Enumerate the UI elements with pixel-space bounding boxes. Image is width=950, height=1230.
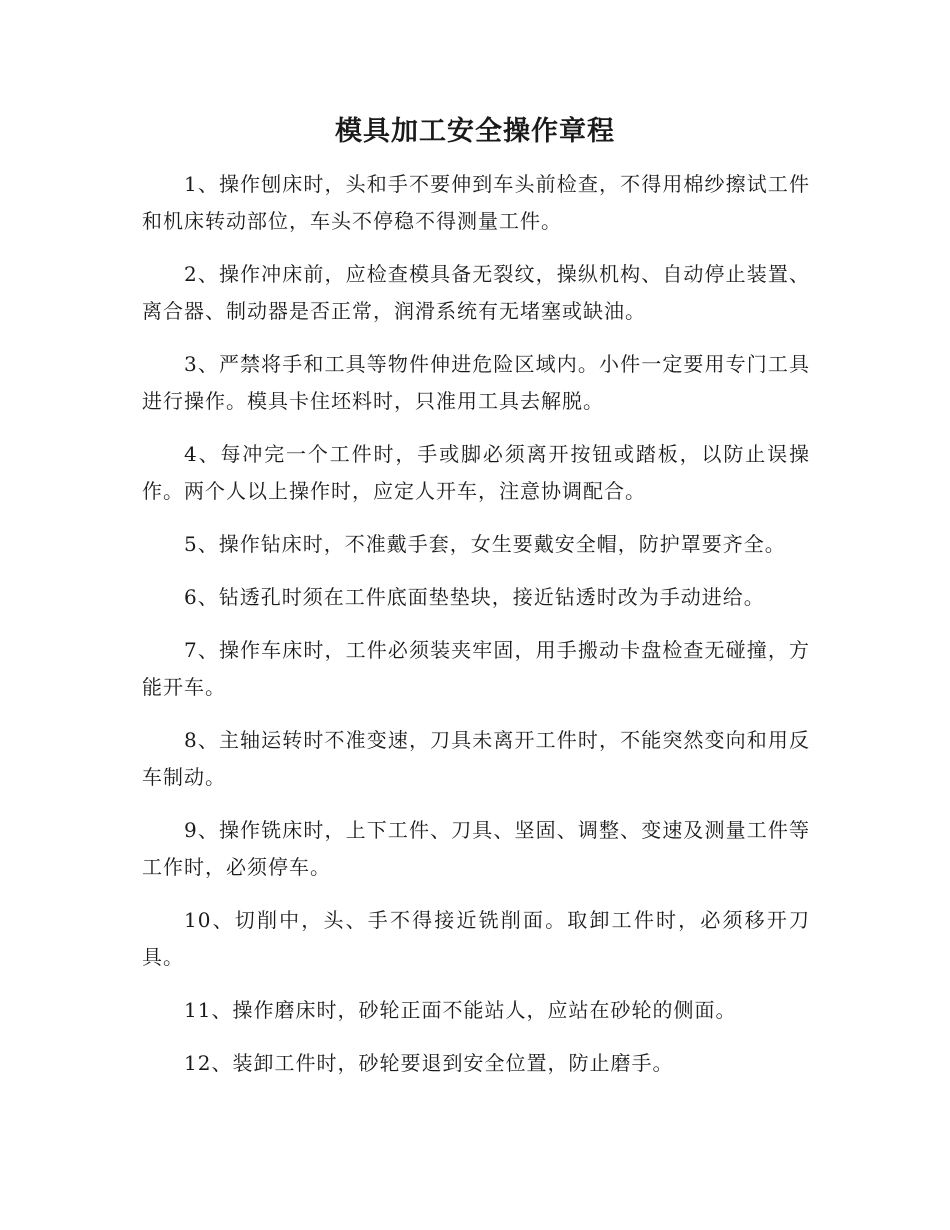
document-title: 模具加工安全操作章程 xyxy=(335,116,615,147)
rule-item: 6、钻透孔时须在工件底面垫垫块，接近钻透时改为手动进给。 xyxy=(184,585,765,609)
rule-item: 11、操作磨床时，砂轮正面不能站人，应站在砂轮的侧面。 xyxy=(184,998,737,1022)
rule-item: 3、严禁将手和工具等物件伸进危险区域内。小件一定要用专门工具进行操作。模具卡住坯料时，只准用工具去解脱。 xyxy=(142,352,810,413)
rule-item: 1、操作刨床时，头和手不要伸到车头前检查，不得用棉纱擦试工件和机床转动部位，车头不停稳不得测量工件。 xyxy=(142,172,810,233)
rule-item: 9、操作铣床时，上下工件、刀具、坚固、调整、变速及测量工件等工作时，必须停车。 xyxy=(142,818,810,879)
rule-item: 7、操作车床时，工件必须装夹牢固，用手搬动卡盘检查无碰撞，方能开车。 xyxy=(142,638,810,699)
rule-item: 10、切削中，头、手不得接近铣削面。取卸工件时，必须移开刀具。 xyxy=(142,908,810,969)
rule-item: 5、操作钻床时，不准戴手套，女生要戴安全帽，防护罩要齐全。 xyxy=(184,532,786,556)
rule-item: 4、每冲完一个工件时，手或脚必须离开按钮或踏板，以防止误操作。两个人以上操作时，应定人开车，注意协调配合。 xyxy=(142,442,810,503)
rule-item: 12、装卸工件时，砂轮要退到安全位置，防止磨手。 xyxy=(184,1051,674,1075)
rules-list xyxy=(142,166,810,1098)
rule-item: 2、操作冲床前，应检查模具备无裂纹，操纵机构、自动停止装置、离合器、制动器是否正常，润滑系统有无堵塞或缺油。 xyxy=(142,262,810,323)
rule-item: 8、主轴运转时不准变速，刀具未离开工件时，不能突然变向和用反车制动。 xyxy=(142,728,810,789)
